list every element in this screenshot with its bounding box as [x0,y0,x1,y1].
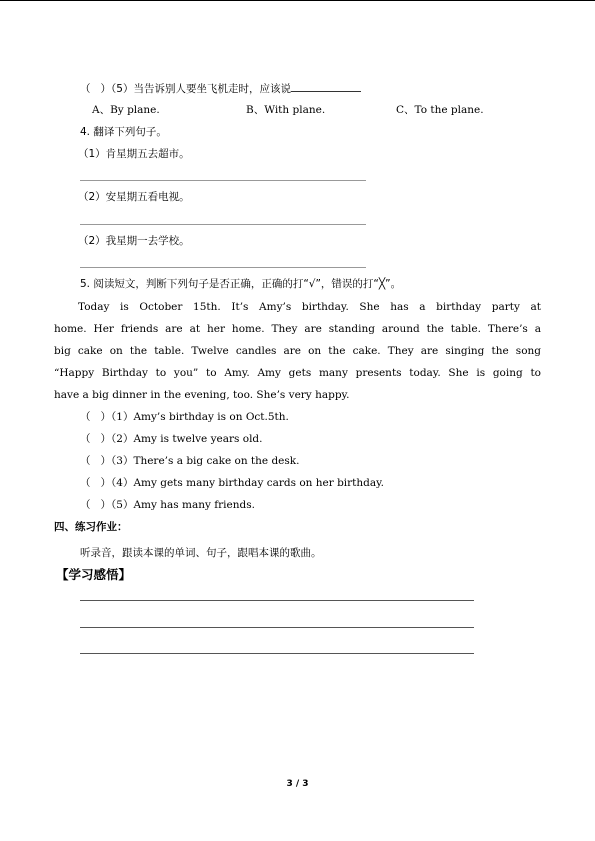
q4-item-2: （2）安星期五看电视。 [78,191,190,203]
answer-line-3[interactable] [80,267,366,268]
reflection-line-2[interactable] [80,627,474,628]
q5-intro-number: （ ）（5） [80,83,134,95]
section4-title: 四、练习作业： [54,521,128,533]
q5-item-3: （ ）（3）There’s a big cake on the desk. [80,455,300,467]
q5-intro-line [80,81,361,96]
q5-item-5: （ ）（5）Amy has many friends. [80,499,255,511]
q4-title: 4. 翻译下列句子。 [80,126,167,138]
passage-line-2: home. Her friends are at her home. They are standing around the table. There’s a [54,323,541,335]
passage-line-3: big cake on the table. Twelve candles are on the cake. They are singing the song [54,345,541,357]
top-border [0,0,595,1]
passage-line-1: Today is October 15th. It’s Amy’s birthday. She has a birthday party at [78,301,541,313]
q5-title: 5. 阅读短文，判断下列句子是否正确，正确的打“√”，错误的打“╳”。 [80,278,402,290]
q5-intro-text: 当告诉别人要坐飞机走时，应该说 [133,83,291,95]
reflection-title: 【学习感悟】 [56,567,132,582]
q4-item-3: （2）我星期一去学校。 [78,235,190,247]
passage-line-4: “Happy Birthday to you” to Amy. Amy gets many presents today. She is going to [54,367,541,379]
answer-line-1[interactable] [80,180,366,181]
q5-item-1: （ ）（1）Amy’s birthday is on Oct.5th. [80,411,289,423]
reflection-line-1[interactable] [80,600,474,601]
q5-item-2: （ ）（2）Amy is twelve years old. [80,433,263,445]
option-a: A、By plane. [92,104,160,116]
option-b: B、With plane. [246,104,326,116]
answer-blank[interactable] [291,81,361,92]
q5-item-4: （ ）（4）Amy gets many birthday cards on her birthday. [80,477,385,489]
page-number: 3 / 3 [286,779,309,789]
option-c: C、To the plane. [396,104,484,116]
passage-line-5: have a big dinner in the evening, too. She’s very happy. [54,389,350,401]
reflection-line-3[interactable] [80,653,474,654]
section4-text: 听录音，跟读本课的单词、句子，跟唱本课的歌曲。 [80,547,322,559]
q4-item-1: （1）肯星期五去超市。 [78,148,190,160]
answer-line-2[interactable] [80,224,366,225]
